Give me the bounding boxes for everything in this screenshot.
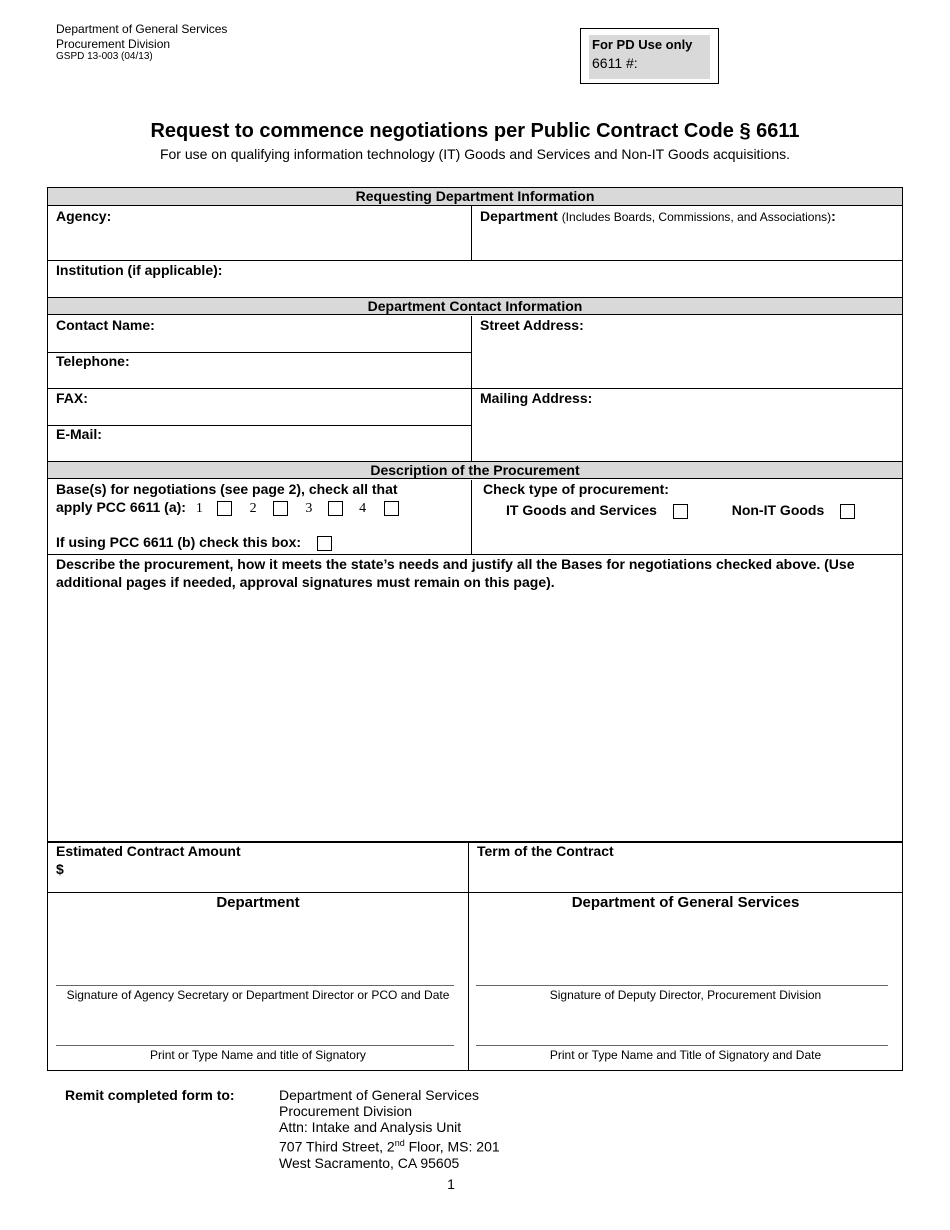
remit-line-3: Attn: Intake and Analysis Unit <box>279 1119 462 1135</box>
band-procurement-description: Description of the Procurement <box>48 461 902 479</box>
department-signature-caption: Signature of Agency Secretary or Department Director or PCO and Date <box>66 988 450 1002</box>
pcc-b-row <box>56 534 332 551</box>
basis-option-1-label: 1 <box>195 501 203 516</box>
bases-checkbox-row <box>56 499 399 517</box>
contact-name-label: Contact Name: <box>56 317 155 333</box>
form-title: Request to commence negotiations per Public Contract Code § 6611 <box>150 120 800 142</box>
remit-line-4-start: 707 Third Street, 2 <box>279 1138 395 1155</box>
department-print-name-line[interactable] <box>56 1045 454 1046</box>
basis-option-3-label: 3 <box>305 501 313 516</box>
department-colon: : <box>831 208 836 224</box>
basis-3-checkbox[interactable] <box>328 501 343 516</box>
remit-line-1: Department of General Services <box>279 1087 479 1103</box>
form-subtitle: For use on qualifying information technology (IT) Goods and Services and Non-IT Goods acquisitions. <box>159 146 791 162</box>
agency-label: Agency: <box>56 208 112 224</box>
pd-use-title: For PD Use only <box>592 37 693 52</box>
band-department-contact: Department Contact Information <box>48 297 902 315</box>
pd-use-number: 6611 #: <box>592 55 638 71</box>
dgs-print-caption: Print or Type Name and Title of Signatory and Date <box>549 1048 822 1062</box>
contract-term-label: Term of the Contract <box>477 843 614 859</box>
dgs-print-name-line[interactable] <box>476 1045 888 1046</box>
basis-option-2-label: 2 <box>249 501 257 516</box>
department-print-caption: Print or Type Name and title of Signatory <box>150 1048 366 1062</box>
dgs-signature-caption: Signature of Deputy Director, Procurement Division <box>549 988 822 1002</box>
department-signature-line[interactable] <box>56 985 454 986</box>
procurement-type-label: Check type of procurement: <box>483 481 669 497</box>
street-address-label: Street Address: <box>480 317 584 333</box>
basis-1-checkbox[interactable] <box>217 501 232 516</box>
department-label: Department <box>480 208 558 224</box>
basis-2-checkbox[interactable] <box>273 501 288 516</box>
bases-line-1: Base(s) for negotiations (see page 2), check all that <box>56 481 398 497</box>
department-note: (Includes Boards, Commissions, and Associations) <box>561 210 832 224</box>
non-it-goods-checkbox[interactable] <box>840 504 855 519</box>
mailing-address-label: Mailing Address: <box>480 390 593 406</box>
dollar-sign: $ <box>56 861 64 877</box>
procurement-type-row <box>506 502 855 519</box>
basis-option-4-label: 4 <box>359 501 367 516</box>
it-goods-label: IT Goods and Services <box>506 502 657 518</box>
remit-line-4-end: Floor, MS: 201 <box>404 1138 500 1155</box>
remit-label: Remit completed form to: <box>65 1087 235 1103</box>
form-id: GSPD 13-003 (04/13) <box>56 51 153 62</box>
institution-label: Institution (if applicable): <box>56 262 223 278</box>
estimated-amount-label: Estimated Contract Amount <box>56 843 241 859</box>
pd-use-inner <box>589 35 710 79</box>
procurement-description-prompt: Describe the procurement, how it meets the state’s needs and justify all the Bases for negotiations checked above. (Use additional pages if needed, approval signatures must remain on this page). <box>56 556 855 590</box>
remit-address <box>279 1087 500 1171</box>
department-signature-heading: Department <box>216 894 300 911</box>
form-body <box>47 187 903 1071</box>
remit-line-2: Procurement Division <box>279 1103 413 1119</box>
telephone-label: Telephone: <box>56 353 130 369</box>
remit-line-5: West Sacramento, CA 95605 <box>279 1154 460 1171</box>
remit-line-4-superscript: nd <box>394 1138 405 1148</box>
pcc-b-checkbox[interactable] <box>317 536 332 551</box>
pcc-b-label: If using PCC 6611 (b) check this box: <box>56 534 302 550</box>
it-goods-checkbox[interactable] <box>673 504 688 519</box>
bases-line-2: apply PCC 6611 (a): <box>56 499 186 515</box>
remit-line-4 <box>279 1135 500 1155</box>
dgs-signature-line[interactable] <box>476 985 888 986</box>
dgs-signature-heading: Department of General Services <box>571 894 800 911</box>
non-it-goods-label: Non-IT Goods <box>731 502 825 518</box>
fax-label: FAX: <box>56 390 88 406</box>
band-requesting-department: Requesting Department Information <box>48 188 902 206</box>
pd-use-box <box>580 28 719 84</box>
email-label: E-Mail: <box>56 426 102 442</box>
page-number: 1 <box>447 1176 455 1192</box>
org-line-1: Department of General Services <box>56 22 228 36</box>
org-line-2: Procurement Division <box>56 37 171 51</box>
department-field-label <box>480 208 836 226</box>
basis-4-checkbox[interactable] <box>384 501 399 516</box>
